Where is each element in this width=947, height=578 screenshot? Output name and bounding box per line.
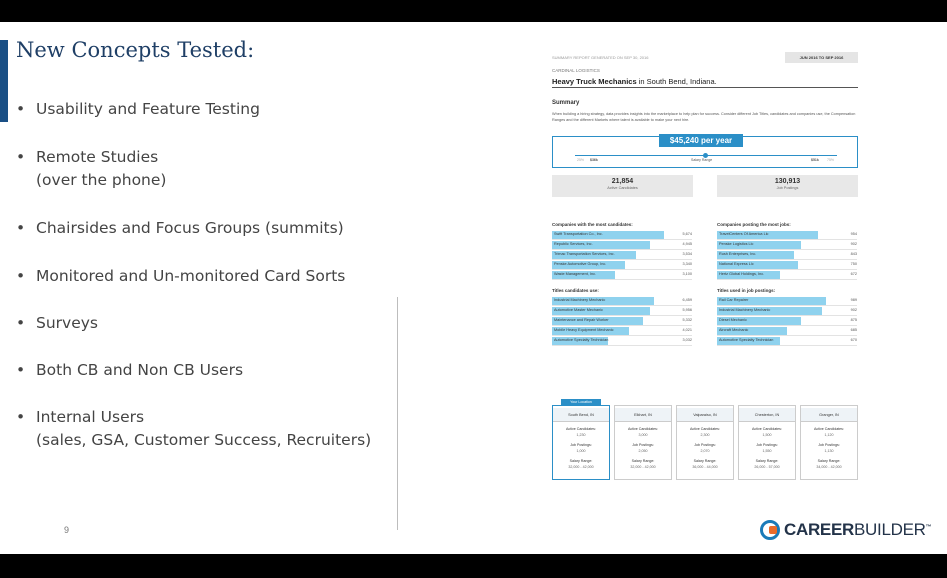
salary-headline: $45,240 per year bbox=[659, 134, 743, 147]
market-value: 34,000 - 42,000 bbox=[816, 465, 842, 469]
list-row-value: 902 bbox=[850, 242, 857, 246]
bullet-text: Usability and Feature Testing bbox=[36, 100, 260, 118]
bullet-dot: • bbox=[16, 267, 26, 285]
slide bbox=[0, 22, 947, 554]
bullet-text: Remote Studies (over the phone) bbox=[36, 148, 167, 189]
list-row-value: 989 bbox=[850, 298, 857, 302]
market-label: Salary Range: bbox=[631, 459, 655, 463]
list-row-name: Swift Transportation Co., Inc. bbox=[554, 232, 603, 236]
market-label: Job Postings: bbox=[756, 443, 778, 447]
list-row-name: Hertz Global Holdings, Inc. bbox=[719, 272, 765, 276]
list-row-name: Diesel Mechanic bbox=[719, 318, 747, 322]
list-row bbox=[717, 270, 857, 280]
vertical-divider bbox=[397, 297, 398, 530]
bullet-dot: • bbox=[16, 314, 26, 332]
market-value: 3,000 bbox=[638, 433, 648, 437]
summary-text: When building a hiring strategy, data provides insights into the marketplace to help plan for success. Consider different Job Titles, candidates and companies use, the Compensation Ranges and the different Markets where talent is available to make your next hire. bbox=[552, 112, 856, 122]
list-row-value: 3,100 bbox=[682, 272, 692, 276]
list-row bbox=[717, 326, 857, 336]
title-accent-bar bbox=[0, 40, 8, 122]
list-row-value: 672 bbox=[850, 272, 857, 276]
market-value: 1,120 bbox=[824, 433, 834, 437]
list-title: Companies with the most candidates: bbox=[552, 222, 633, 227]
list-row-name: Automotive Specialty Technician bbox=[719, 338, 774, 342]
list-row bbox=[552, 230, 692, 240]
list-row-name: Waste Management, Inc. bbox=[554, 272, 597, 276]
stat-job-postings bbox=[717, 175, 858, 197]
list-row-name: Mobile Heavy Equipment Mechanic bbox=[554, 328, 614, 332]
report-rule bbox=[552, 87, 858, 88]
logo-wordmark bbox=[784, 520, 931, 540]
list-row-value: 3,032 bbox=[682, 338, 692, 342]
salary-range-box bbox=[552, 136, 858, 168]
list-row-name: Trimac Transportation Services, Inc. bbox=[554, 252, 615, 256]
careerbuilder-logo-icon bbox=[760, 520, 780, 540]
list-row-name: Penske Automotive Group, Inc. bbox=[554, 262, 607, 266]
bullet-text: Both CB and Non CB Users bbox=[36, 361, 244, 379]
market-city: Chesterton, IN bbox=[739, 408, 795, 422]
list-row-name: Industrial Machinery Mechanic bbox=[719, 308, 771, 312]
salary-low: $36k bbox=[590, 158, 598, 162]
list-row bbox=[717, 260, 857, 270]
market-label: Active Candidates: bbox=[566, 427, 596, 431]
stat-value: 130,913 bbox=[774, 178, 801, 185]
market-value: 1,500 bbox=[762, 433, 772, 437]
list-row bbox=[552, 260, 692, 270]
market-label: Active Candidates: bbox=[690, 427, 720, 431]
market-value: 1,000 bbox=[576, 449, 586, 453]
market-city: Elkhart, IN bbox=[615, 408, 671, 422]
stat-label: Job Postings bbox=[776, 186, 799, 190]
list-row bbox=[717, 250, 857, 260]
list-row bbox=[717, 230, 857, 240]
market-label: Active Candidates: bbox=[752, 427, 782, 431]
list-companies-jobs bbox=[717, 222, 857, 280]
report-company: CARDINAL LOGISTICS bbox=[552, 68, 600, 73]
market-label: Job Postings: bbox=[694, 443, 716, 447]
list-companies-candidates bbox=[552, 222, 692, 280]
stat-value: 21,854 bbox=[611, 178, 634, 185]
stat-label: Active Candidates bbox=[607, 186, 638, 190]
list-row-name: TravelCenters Of America Llc bbox=[719, 232, 769, 236]
list-row bbox=[552, 240, 692, 250]
list-row-value: 843 bbox=[850, 252, 857, 256]
market-label: Salary Range: bbox=[755, 459, 779, 463]
market-label: Active Candidates: bbox=[814, 427, 844, 431]
list-row-value: 670 bbox=[850, 338, 857, 342]
list-row-value: 5,332 bbox=[682, 318, 692, 322]
list-row-name: Automotive Specialty Technician bbox=[554, 338, 609, 342]
market-label: Job Postings: bbox=[570, 443, 592, 447]
market-card bbox=[614, 405, 672, 480]
market-label: Salary Range: bbox=[569, 459, 593, 463]
report-heading-title: Heavy Truck Mechanics bbox=[552, 77, 637, 86]
salary-pct-low: 25% bbox=[577, 158, 585, 162]
market-value: 1,230 bbox=[576, 433, 586, 437]
list-row-value: 750 bbox=[850, 262, 857, 266]
list-row-name: Aircraft Mechanic bbox=[719, 328, 749, 332]
list-titles-jobs bbox=[717, 288, 857, 346]
market-value: 1,130 bbox=[824, 449, 834, 453]
list-row-value: 5,674 bbox=[682, 232, 692, 236]
stat-active-candidates bbox=[552, 175, 693, 197]
bullet-text: Internal Users (sales, GSA, Customer Success, Recruiters) bbox=[36, 408, 372, 449]
list-row-value: 685 bbox=[850, 328, 857, 332]
market-value: 1,550 bbox=[762, 449, 772, 453]
bullet-text: Chairsides and Focus Groups (summits) bbox=[36, 219, 344, 237]
market-label: Active Candidates: bbox=[628, 427, 658, 431]
market-city: Granger, IN bbox=[801, 408, 857, 422]
report-heading bbox=[552, 77, 717, 86]
market-value: 32,000 - 42,000 bbox=[630, 465, 656, 469]
list-row-value: 3,340 bbox=[682, 262, 692, 266]
bullet-text: Surveys bbox=[36, 314, 98, 332]
market-card bbox=[676, 405, 734, 480]
market-card bbox=[552, 400, 610, 480]
list-row-value: 875 bbox=[850, 318, 857, 322]
salary-high: $51k bbox=[811, 158, 819, 162]
bullet-dot: • bbox=[16, 219, 26, 237]
list-row bbox=[552, 306, 692, 316]
market-card bbox=[738, 405, 796, 480]
list-row bbox=[552, 316, 692, 326]
list-row-name: Maintenance and Repair Worker bbox=[554, 318, 609, 322]
list-row-name: Automotive Master Mechanic bbox=[554, 308, 603, 312]
list-row-name: Republic Services, Inc. bbox=[554, 242, 593, 246]
market-label: Job Postings: bbox=[632, 443, 654, 447]
list-row-name: Industrial Machinery Mechanic bbox=[554, 298, 606, 302]
report-date-range: JUN 2016 TO SEP 2016 bbox=[785, 52, 858, 63]
market-label: Salary Range: bbox=[693, 459, 717, 463]
list-row bbox=[717, 306, 857, 316]
bullet-dot: • bbox=[16, 361, 26, 379]
salary-label: Salary Range bbox=[691, 158, 713, 162]
market-value: 2,300 bbox=[700, 433, 710, 437]
bullet-text: Monitored and Un-monitored Card Sorts bbox=[36, 267, 346, 285]
salary-pct-high: 75% bbox=[827, 158, 835, 162]
list-row-value: 6,459 bbox=[682, 298, 692, 302]
logo-bold: CAREER bbox=[784, 520, 854, 539]
market-value: 2,050 bbox=[638, 449, 648, 453]
list-title: Titles used in job postings: bbox=[717, 288, 776, 293]
list-row-name: Rush Enterprises, Inc. bbox=[719, 252, 757, 256]
careerbuilder-logo bbox=[760, 518, 931, 542]
list-row bbox=[552, 336, 692, 346]
logo-light: BUILDER bbox=[854, 520, 926, 539]
list-row-name: Rail Car Repairer bbox=[719, 298, 749, 302]
markets-table bbox=[552, 397, 858, 482]
market-value: 36,000 - 44,000 bbox=[692, 465, 718, 469]
market-label: Job Postings: bbox=[818, 443, 840, 447]
list-row bbox=[552, 296, 692, 306]
list-row bbox=[717, 240, 857, 250]
report-screenshot bbox=[552, 52, 858, 469]
list-row-name: Penske Logistics Llc bbox=[719, 242, 754, 246]
market-label: Salary Range: bbox=[817, 459, 841, 463]
list-row-name: National Express Llc bbox=[719, 262, 754, 266]
list-row bbox=[717, 296, 857, 306]
market-value: 26,000 - 57,000 bbox=[754, 465, 780, 469]
report-meta: SUMMARY REPORT GENERATED ON SEP 30, 2016 bbox=[552, 55, 649, 60]
market-card bbox=[800, 405, 858, 480]
list-row bbox=[552, 326, 692, 336]
bullet-dot: • bbox=[16, 148, 26, 166]
page-number: 9 bbox=[64, 525, 70, 535]
list-row-value: 5,956 bbox=[682, 308, 692, 312]
list-row bbox=[717, 336, 857, 346]
list-row bbox=[717, 316, 857, 326]
report-heading-location: in South Bend, Indiana. bbox=[636, 77, 717, 86]
list-row-value: 3,534 bbox=[682, 252, 692, 256]
list-row-value: 4,021 bbox=[682, 328, 692, 332]
list-row bbox=[552, 250, 692, 260]
market-value: 2,070 bbox=[700, 449, 710, 453]
market-value: 32,000 - 42,000 bbox=[568, 465, 594, 469]
slide-title: New Concepts Tested: bbox=[16, 38, 255, 62]
your-location-tag: Your Location bbox=[561, 399, 601, 406]
list-title: Companies posting the most jobs: bbox=[717, 222, 791, 227]
list-title: Titles candidates use: bbox=[552, 288, 599, 293]
bullet-dot: • bbox=[16, 408, 26, 426]
list-row-value: 954 bbox=[850, 232, 857, 236]
list-titles-candidates bbox=[552, 288, 692, 346]
list-row bbox=[552, 270, 692, 280]
market-city: Valparaiso, IN bbox=[677, 408, 733, 422]
bullet-dot: • bbox=[16, 100, 26, 118]
logo-trademark: ™ bbox=[925, 524, 932, 531]
summary-title: Summary bbox=[552, 100, 580, 106]
market-city: South Bend, IN bbox=[553, 408, 609, 422]
list-row-value: 902 bbox=[850, 308, 857, 312]
list-row-value: 4,945 bbox=[682, 242, 692, 246]
